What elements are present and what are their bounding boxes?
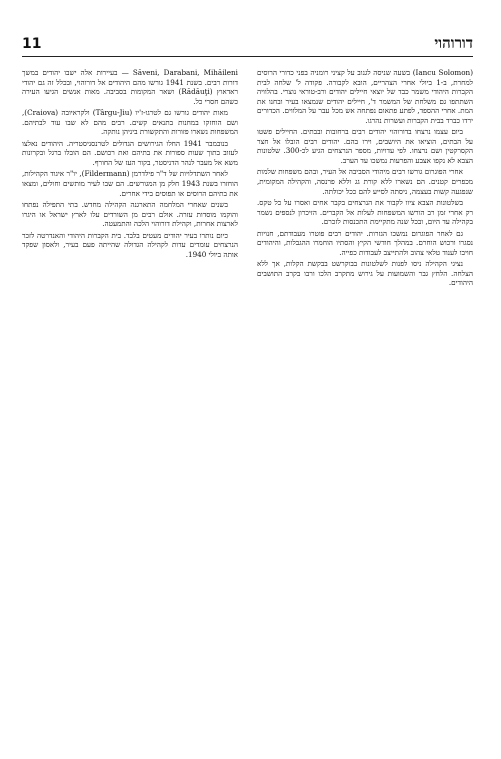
- page-number: 11: [22, 36, 42, 52]
- paragraph: גם לאחר הפוגרום נמשכו הגזרות. יהודים רבים פוטרו מעבודתם, חנויות נסגרו ורכוש הוחרם. במהלך חודשי הקיץ והסתיו הוחמרו ההגבלות, והיהודים חויבו לענוד טלאי צהוב ולהתייצב לעבודות כפייה.: [257, 228, 473, 257]
- text-column-right: [257, 68, 473, 735]
- paragraph: בשנים שאחרי המלחמה התארגנה הקהילה מחדש. בתי התפילה נפתחו והוקמו מוסדות עזרה. אולם רבים מן השורדים עלו לארץ ישראל או היגרו לארצות אחרות, וקהילת דורוהוי הלכה והתמעטה.: [22, 200, 238, 229]
- paragraph: (Iancu Solomon) בשעה שניסה לגנוב על קציני רומניה בפני כדורי הרוסים למחרת, ב-1 ביולי אחרי הצהריים, הובא לקבורה. פקודה ל' שלחה לבית הקברות היהודי משמר כבד של יוצאי חיילים יהודים ורב-טוראי נוצרי. בהלוויה השתתפו גם משלחת של המשמר ד', חיילים יהודים שנמצאו בעיר ובחנו את המת. אחרי ההספד, לפתע פתאום נפתחה אש מכל עבר על המלווים. הכדורים ירדו כברד בבית הקברות ועשרות נהרגו.: [257, 68, 473, 125]
- paragraph: לאחר השתדלויות של ד"ר פילדרמן (Fildermann), יו"ר איגוד הקהילות, הוחזרו בשנת 1943 חלק מן המגורשים. הם שבו לעיר מותשים וחולים, ומצאו את בתיהם הרוסים או תפוסים בידי אחרים.: [22, 169, 238, 198]
- text-column-left: [22, 68, 238, 735]
- paragraph: נציגי הקהילה ניסו לפנות לשלטונות בבוקרשט בבקשת הקלות, אך ללא הצלחה. הלחץ גבר והשמועות על גירוש מתקרב הלכו ורבו בקרב התושבים היהודים.: [257, 259, 473, 288]
- paragraph: בנובמבר 1941 החלו הגירושים הגדולים לטרנסניסטריה. היהודים נאלצו לעזוב בתוך שעות ספורות את בתיהם ואת רכושם. הם הובלו ברגל ובקרונות משא אל מעבר לנהר הדניסטר, בקור העז של החורף.: [22, 138, 238, 167]
- running-head-title: דורוהוי: [434, 34, 473, 52]
- paragraph: אחרי הפוגרום גורשו רבים מיהודי הסביבה אל העיר, ובהם משפחות שלמות מכפרים קטנים. הם נשארו ללא קורת גג וללא פרנסה, והקהילה המקומית, שנפגעה קשות בעצמה, ניסתה לסייע להם ככל יכולתה.: [257, 167, 473, 196]
- paragraph: מאות יהודים גורשו גם לטרגו-ז'יו (Târgu-Jiu) ולקראיובה (Craiova), ושם הוחזקו במחנות בתנאים קשים. רבים מהם לא שבו עוד לבתיהם. המשפחות נשארו פזורות והתקשורת ביניהן נותקה.: [22, 108, 238, 137]
- page-header: [22, 34, 473, 57]
- paragraph: כיום נותרו בעיר יהודים מעטים בלבד. בית הקברות היהודי והאנדרטה לזכר הנרצחים עומדים עדות לקהילה הגדולה שהייתה פעם בעיר, ולאסון שפקד אותה ביולי 1940.: [22, 230, 238, 259]
- paragraph: בשלטונות הצבא ציוו לקבור את הנרצחים בקבר אחים ואסרו על כל טקס. רק אחרי זמן רב הורשו המשפחות לעלות אל הקברים. הזיכרון לנספים נשמר בקהילה עד היום, ובכל שנה מתקיימת התכנסות לזכרם.: [257, 198, 473, 227]
- paragraph: ביום עצמו נרצחו בדורוהוי יהודים רבים ברחובות ובבתים. החיילים פשטו על הבתים, הוציאו את היושבים, וירו בהם. יהודים רבים הובלו אל חצר הקסרקטין ושם נרצחו. לפי עדויות, מספר הנרצחים הגיע לכ-300. שלטונות הצבא לא נקפו אצבע והפרעות נמשכו עד הערב.: [257, 127, 473, 165]
- paragraph: Săveni, Darabani, Mihăileni — בעיירות אלה ישבו יהודים במשך דורות רבים. בשנת 1941 גורשו מהם היהודים אל דורוהוי, ובכלל זה גם יהודי ראדאוץ (Rădăuţi) ושאר המקומות בסביבה. מאות אנשים הגיעו העירה כשהם חסרי כל.: [22, 68, 238, 106]
